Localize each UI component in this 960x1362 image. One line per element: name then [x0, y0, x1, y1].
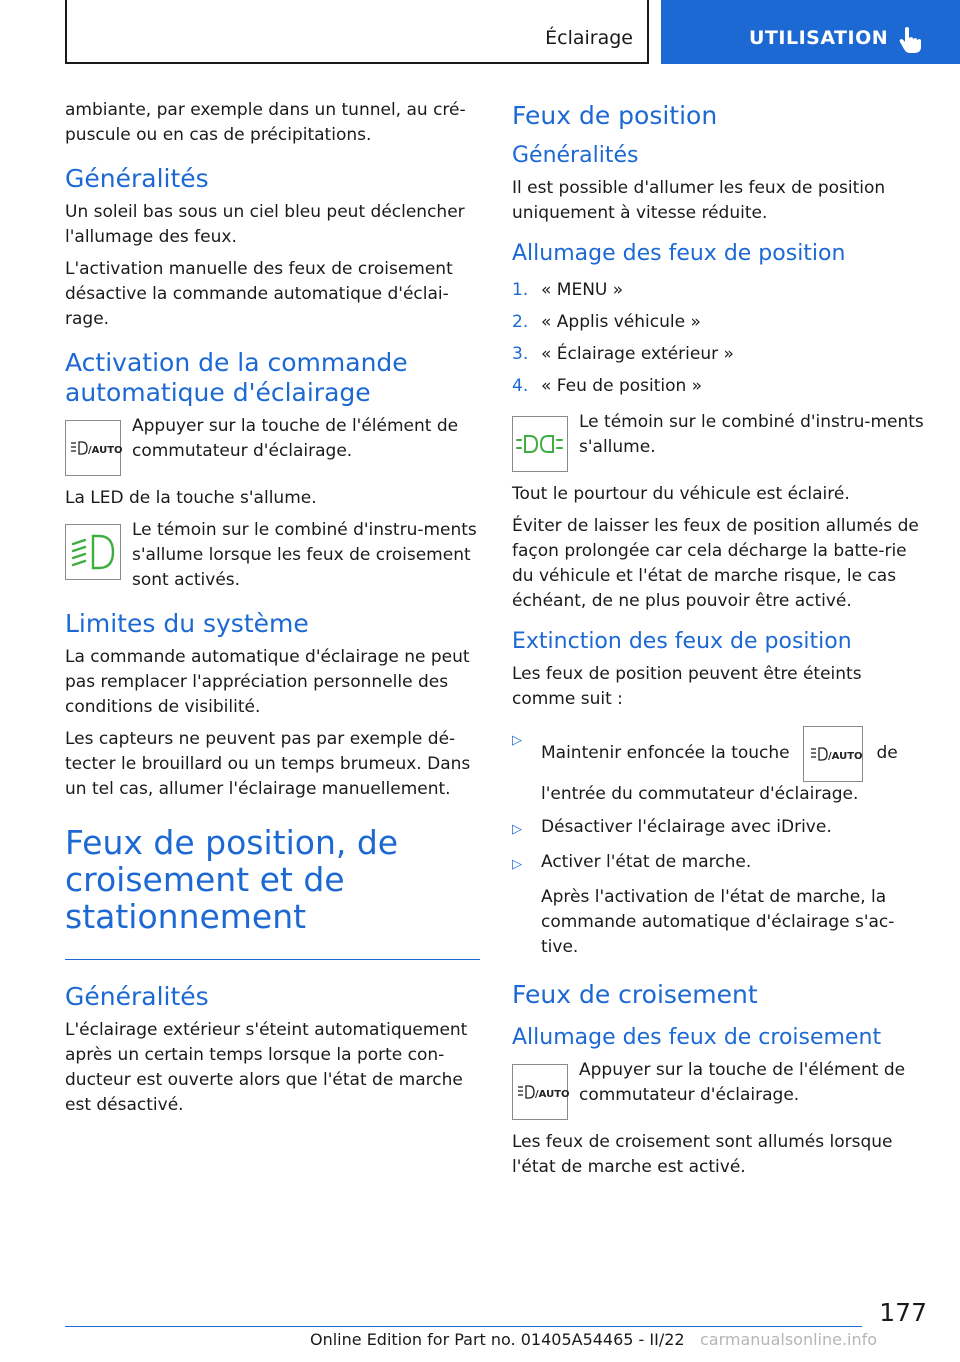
- bullet-triangle-icon: ▷: [512, 733, 522, 748]
- step-number: 2.: [512, 312, 529, 332]
- svg-text:/AUTO: /AUTO: [535, 1089, 570, 1100]
- page-number: 177: [879, 1298, 927, 1327]
- step-number: 3.: [512, 344, 529, 364]
- section-heading-extinction: Extinction des feux de position: [512, 629, 852, 654]
- icon-row-text: Le témoin sur le combiné d'instru-ments s'allume lorsque les feux de croisement sont activés.: [132, 520, 477, 590]
- paragraph: Les capteurs ne peuvent pas par exemple dé-tecter le brouillard ou un temps brumeux. Dans un tel cas, allumer l'éclairage manuellement.: [65, 729, 471, 799]
- list-item: [512, 306, 927, 338]
- footer-rule: [65, 1326, 862, 1327]
- bullet-triangle-icon: ▷: [512, 857, 522, 872]
- heading-rule: [65, 959, 480, 960]
- paragraph: Un soleil bas sous un ciel bleu peut déclencher l'allumage des feux.: [65, 202, 465, 247]
- bullet-list: [512, 726, 927, 877]
- paragraph: La commande automatique d'éclairage ne peut pas remplacer l'appréciation personnelle des conditions de visibilité.: [65, 647, 470, 717]
- list-item: [512, 815, 927, 842]
- heading-feux-de-position: Feux de position: [512, 101, 718, 130]
- list-item: [512, 370, 927, 402]
- list-item: [512, 274, 927, 306]
- paragraph: Tout le pourtour du véhicule est éclairé.: [512, 484, 850, 504]
- paragraph: L'éclairage extérieur s'éteint automatiquement après un certain temps lorsque la porte con-ducteur est ouverte alors que l'état de marche est désactivé.: [65, 1020, 468, 1115]
- section-heading-activation: Activation de la commande automatique d'éclairage: [65, 348, 408, 407]
- svg-text:/AUTO: /AUTO: [828, 751, 863, 762]
- paragraph: Les feux de position peuvent être éteints comme suit :: [512, 664, 862, 709]
- list-item: [512, 726, 927, 807]
- left-column: [65, 98, 480, 1125]
- icon-row: [512, 410, 927, 472]
- step-number: 1.: [512, 280, 529, 300]
- step-text: « MENU »: [541, 280, 624, 300]
- header-chapter-box: [661, 0, 960, 64]
- section-heading-allumage-croisement: Allumage des feux de croisement: [512, 1025, 882, 1050]
- list-item: [512, 338, 927, 370]
- paragraph: Il est possible d'allumer les feux de position uniquement à vitesse réduite.: [512, 178, 886, 223]
- heading-feux-de-croisement: Feux de croisement: [512, 980, 758, 1009]
- section-heading-allumage-position: Allumage des feux de position: [512, 241, 846, 266]
- icon-row-text: Appuyer sur la touche de l'élément de commutateur d'éclairage.: [579, 1060, 906, 1105]
- section-heading-generalites-3: Généralités: [512, 143, 639, 168]
- section-heading-limites: Limites du système: [65, 609, 309, 638]
- paragraph: Les feux de croisement sont allumés lorsque l'état de marche est activé.: [512, 1132, 893, 1177]
- header-chapter-title: UTILISATION: [749, 27, 889, 49]
- section-heading-generalites-2: Généralités: [65, 982, 209, 1011]
- bullet-text: Activer l'état de marche.: [541, 852, 752, 872]
- steps-list: [512, 274, 927, 402]
- low-beam-indicator-icon: [65, 524, 121, 580]
- bullet-triangle-icon: ▷: [512, 822, 522, 837]
- header-section-box: [65, 0, 649, 64]
- footer-edition: Online Edition for Part no. 01405A54465 - II/22: [310, 1330, 685, 1349]
- pointing-hand-icon: [899, 26, 923, 54]
- header-section-title: Éclairage: [545, 27, 633, 49]
- icon-row-text: Appuyer sur la touche de l'élément de commutateur d'éclairage.: [132, 416, 459, 461]
- section-heading-generalites: Généralités: [65, 164, 209, 193]
- parking-light-indicator-icon: [512, 416, 568, 472]
- icon-row: [65, 414, 480, 476]
- intro-paragraph: ambiante, par exemple dans un tunnel, au cré-puscule ou en cas de précipitations.: [65, 100, 466, 145]
- icon-row-text: Le témoin sur le combiné d'instru-ments s'allume.: [579, 412, 924, 457]
- step-text: « Éclairage extérieur »: [541, 344, 734, 364]
- step-text: « Feu de position »: [541, 376, 703, 396]
- icon-row: [65, 518, 480, 593]
- step-number: 4.: [512, 376, 529, 396]
- svg-text:/AUTO: /AUTO: [88, 445, 123, 456]
- bullet-text: de l'entrée du commutateur d'éclairage.: [541, 743, 898, 804]
- paragraph: Éviter de laisser les feux de position allumés de façon prolongée car cela décharge la batte-rie du véhicule et l'état de marche risque, le cas échéant, de ne plus pouvoir être activé.: [512, 516, 919, 611]
- right-column: [512, 98, 927, 1187]
- list-item: [512, 850, 927, 877]
- watermark: carmanualsonline.info: [700, 1330, 878, 1349]
- step-text: « Applis véhicule »: [541, 312, 701, 332]
- light-auto-button-icon: [65, 420, 121, 476]
- bullet-text: Maintenir enfoncée la touche: [541, 743, 790, 763]
- light-auto-button-icon: [512, 1064, 568, 1120]
- paragraph: La LED de la touche s'allume.: [65, 488, 317, 508]
- chapter-heading: Feux de position, de croisement et de stationnement: [65, 823, 399, 936]
- paragraph: L'activation manuelle des feux de croisement désactive la commande automatique d'éclai-rage.: [65, 259, 453, 329]
- light-auto-button-icon: [803, 726, 863, 782]
- icon-row: [512, 1058, 927, 1120]
- bullet-subparagraph: Après l'activation de l'état de marche, la commande automatique d'éclairage s'ac-tive.: [541, 887, 895, 957]
- bullet-text: Désactiver l'éclairage avec iDrive.: [541, 817, 832, 837]
